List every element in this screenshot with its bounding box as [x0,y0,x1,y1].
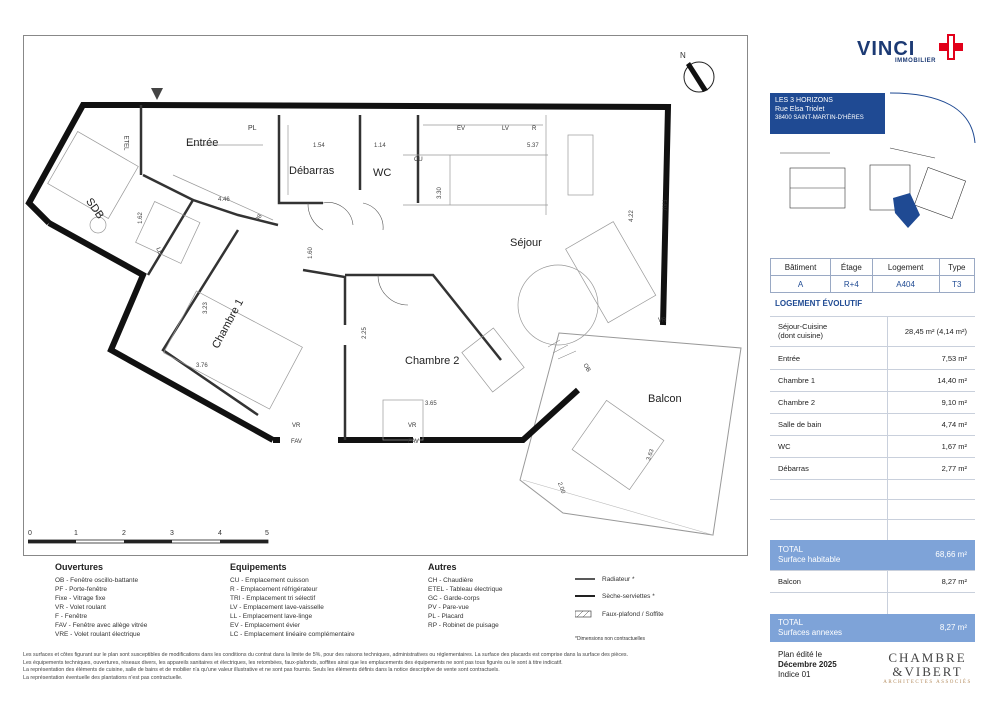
legend-item: LC - Emplacement linéaire complémentaire [230,631,355,638]
edition-date: Décembre 2025 [778,660,837,669]
total-habitable [770,540,975,570]
dim-11: 3.76 [196,363,208,369]
disclaimer-line: Les équipements techniques, ouvertures, réseaux divers, les appareils sanitaires et électriques, les retombées, faux-plafonds, soffites ainsi que les emplacements des équipements ne sont pas tous figurés ou le sont à titre indicatif. [23,659,563,666]
legend-note: *Dimensions non contractuelles [575,636,646,642]
surface-row [770,457,975,479]
scale-tick-2: 2 [122,530,126,537]
balcony-outline [520,333,741,535]
info-value-logement: A404 [872,276,939,293]
info-header-batiment: Bâtiment [771,259,831,276]
legend-item: FAV - Fenêtre avec allège vitrée [55,622,148,629]
legend-item: Fixe - Vitrage fixe [55,595,106,602]
surface-label: Salle de bain [778,420,822,429]
room-label-sdb: SDB [83,196,106,222]
total-annexes-label: TOTAL [778,618,804,627]
legend-radiateur: Radiateur * [602,576,635,583]
surface-value: 8,27 m² [941,577,967,586]
surface-value: 2,77 m² [941,464,967,473]
label-etel: ETEL [122,135,129,151]
scale-tick-1: 1 [74,530,78,537]
disclaimer-line: Les surfaces et côtes figurant sur le plan sont susceptibles de modifications dans les conditions du contrat dans la limite de 5%, pour des raisons techniques, administratives ou réglementaires. La surface des placards est comprise dans la surface des pièces. [23,652,629,658]
program-street: Rue Elsa Triolet [775,106,825,113]
scale-tick-3: 3 [170,530,174,537]
floor-plan [23,35,748,556]
legend-item: EV - Emplacement évier [230,622,301,629]
dim-1: 1.54 [313,143,325,149]
label-ev: EV [457,126,466,132]
vinci-logo-word: VINCI [857,38,916,60]
info-header-type: Type [939,259,974,276]
architect-logo [880,650,975,685]
label-r: R [532,126,537,132]
legend-ouvertures-title: Ouvertures [55,562,104,572]
total-habitable-label: TOTAL [778,545,804,554]
architect-logo-sub: ARCHITECTES ASSOCIÉS [883,680,972,685]
vinci-logo-sub: IMMOBILIER [895,58,936,64]
legend-seche: Sèche-serviettes * [602,593,655,600]
surface-value: 28,45 m² (4,14 m²) [904,327,967,336]
total-habitable-label-sub: Surface habitable [778,555,841,564]
program-box [770,93,885,134]
legend-equipements-title: Equipements [230,562,287,572]
scale-tick-5: 5 [265,530,269,537]
info-header-logement: Logement [872,259,939,276]
edition-index: Indice 01 [778,670,811,679]
legend-item: LV - Emplacement lave-vaisselle [230,604,324,611]
label-fav-2: FAV [408,439,419,445]
legend-equipements-list [230,576,355,639]
dim-7: 1.62 [137,212,144,224]
dim-5: 3.30 [436,187,443,199]
decorative-arc [880,88,980,148]
legend-autres-title: Autres [428,562,457,572]
dim-4: 4.46 [218,197,230,203]
surface-value: 4,74 m² [941,420,967,429]
surface-value: 1,67 m² [941,442,967,451]
legend-item: GC - Garde-corps [428,595,480,602]
label-ll: LL [154,246,163,256]
vinci-logo [857,34,972,70]
surface-row [770,346,975,369]
surface-row-balcon [770,570,975,592]
legend-item: RP - Robinet de puisage [428,622,499,629]
dim-13: 3.65 [425,401,437,407]
empty-row [770,499,975,519]
label-vr-1: VR [292,423,301,429]
room-label-balcon: Balcon [648,393,682,405]
legend-item: CH - Chaudière [428,577,474,584]
symbol-legend-icons [575,575,600,620]
legend-item: F - Fenêtre [55,613,88,620]
label-north: N [680,51,686,60]
door-swings [308,202,408,305]
surface-value: 14,40 m² [937,376,967,385]
dim-10: 3.23 [202,302,209,314]
label-lv: LV [502,126,509,132]
surface-value: 9,10 m² [941,398,967,407]
surface-label: WC [778,442,791,451]
empty-row [770,479,975,499]
legend-item: PF - Porte-fenêtre [55,586,108,593]
dim-14: 3.63 [646,448,656,462]
faux-plafond-icon [575,611,591,617]
room-label-debarras: Débarras [289,165,335,177]
lot-info-table [770,258,975,293]
label-pl: PL [248,125,257,132]
surface-label: Chambre 1 [778,376,816,385]
info-value-etage: R+4 [831,276,873,293]
info-header-etage: Étage [831,259,873,276]
room-label-wc: WC [373,167,392,179]
legend-item: PL - Placard [428,613,464,620]
label-ob: OB [581,362,592,374]
dim-15: 2.00 [556,481,566,495]
surface-row [770,435,975,457]
legend-faux-plafond: Faux-plafond / Soffite [602,611,664,618]
surface-value: 7,53 m² [941,354,967,363]
label-vr-2: VR [408,423,417,429]
legend-ouvertures-list [55,576,147,639]
label-cu: CU [414,157,423,163]
total-annexes [770,614,975,642]
surface-label: Séjour-Cuisine [778,322,828,331]
surface-row [770,369,975,391]
program-name: LES 3 HORIZONS [775,97,833,104]
dim-6: 4.22 [628,210,635,222]
edition-line: Plan édité le [778,650,823,659]
scale-tick-4: 4 [218,530,222,537]
scale-tick-0: 0 [28,530,32,537]
edition-info [778,650,837,680]
legend-item: VRE - Volet roulant électrique [55,631,141,638]
legend-item: TRI - Emplacement tri sélectif [230,595,316,602]
legend-item: ETEL - Tableau électrique [428,586,503,593]
surface-label: Entrée [778,354,801,363]
disclaimer [23,652,723,682]
dim-12: 2.25 [361,327,368,339]
architect-logo-top: CHAMBRE [888,650,967,665]
room-label-chambre1: Chambre 1 [210,296,247,351]
legend-item: VR - Volet roulant [55,604,106,611]
surface-row [770,413,975,435]
room-label-entree: Entrée [186,137,219,149]
surface-row [770,391,975,413]
legend-item: CU - Emplacement cuisson [230,577,309,584]
disclaimer-line: La représentation éventuelle des plantations n'est pas contractuelle. [23,674,183,681]
dim-3: 5.37 [527,143,539,149]
empty-row [770,519,975,539]
empty-row [770,592,975,614]
surface-label: Balcon [778,577,801,586]
surface-label: Chambre 2 [778,398,816,407]
surface-label: Débarras [778,464,809,473]
dim-8: 98 [255,213,264,223]
legend-item: PV - Pare-vue [428,604,469,611]
vinci-cross-icon [937,34,967,64]
legend-item: R - Emplacement réfrigérateur [230,586,318,593]
total-annexes-label-sub: Surfaces annexes [778,628,843,637]
label-fav-1: FAV [291,439,302,445]
entrance-arrow [151,88,163,100]
info-value-type: T3 [939,276,974,293]
total-habitable-value: 68,66 m² [935,550,967,559]
program-city: 38400 SAINT-MARTIN-D'HÈRES [775,115,864,121]
scale-numbers [28,530,278,540]
legend-item: OB - Fenêtre oscillo-battante [55,577,139,584]
dim-2: 1.14 [374,143,386,149]
total-annexes-value: 8,27 m² [939,623,967,632]
room-label-chambre2: Chambre 2 [405,355,460,367]
logement-title: LOGEMENT ÉVOLUTIF [775,299,863,308]
label-vr-3: VR [658,318,667,324]
dim-9: 1.60 [307,247,314,259]
label-fav-3: FAV [660,199,667,211]
legend-autres-list [428,576,502,630]
room-label-sejour: Séjour [510,237,542,249]
building-location-map [770,143,975,243]
surface-label-sub: (dont cuisine) [778,331,824,340]
disclaimer-line: La représentation des éléments de cuisine, salle de bains et de mobilier n'a qu'une valeur illustrative et ne sont pas fournis. Seuls les éléments définis dans la notice descriptive de vente sont contractuels. [23,667,500,674]
surface-row [770,316,975,346]
legend-item: LL - Emplacement lave-linge [230,613,313,620]
exterior-walls [29,105,668,440]
info-value-batiment: A [771,276,831,293]
architect-logo-mid: &VIBERT [892,664,963,679]
